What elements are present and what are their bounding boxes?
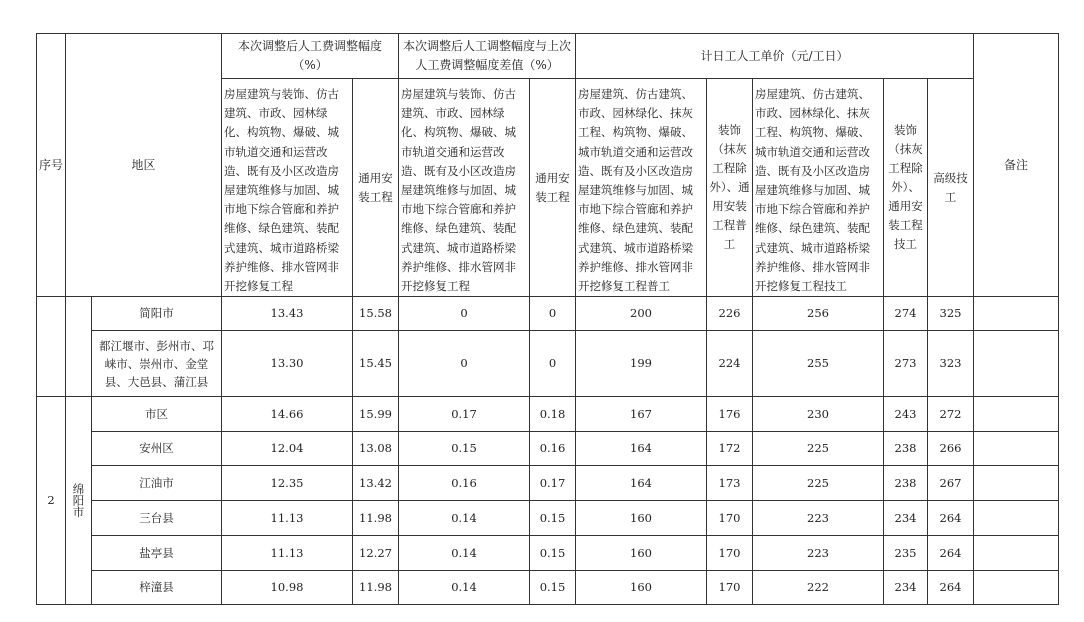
- value-cell: 272: [928, 397, 974, 432]
- value-cell: 13.08: [353, 432, 399, 466]
- value-cell: 164: [576, 466, 707, 501]
- value-cell: 170: [707, 501, 753, 536]
- remark-cell: [974, 536, 1059, 571]
- value-cell: 13.42: [353, 466, 399, 501]
- remark-cell: [974, 397, 1059, 432]
- value-cell: 0: [530, 297, 576, 331]
- remark-header: 备注: [974, 34, 1059, 297]
- value-cell: 0.14: [399, 501, 530, 536]
- value-cell: 323: [928, 331, 974, 397]
- value-cell: 160: [576, 536, 707, 571]
- value-cell: 199: [576, 331, 707, 397]
- city-cell: 绵阳市: [66, 397, 92, 605]
- region-header: 地区: [66, 34, 222, 297]
- seq-cell: [37, 297, 66, 397]
- region-cell: 梓潼县: [92, 571, 222, 605]
- value-cell: 176: [707, 397, 753, 432]
- value-cell: 266: [928, 432, 974, 466]
- value-cell: 224: [707, 331, 753, 397]
- value-cell: 273: [884, 331, 928, 397]
- remark-cell: [974, 297, 1059, 331]
- region-cell: 江油市: [92, 466, 222, 501]
- value-cell: 256: [753, 297, 884, 331]
- value-cell: 0.17: [530, 466, 576, 501]
- value-cell: 0.15: [530, 536, 576, 571]
- value-cell: 170: [707, 571, 753, 605]
- general-install-rate-header: 通用安装工程: [353, 79, 399, 297]
- value-cell: 0: [399, 331, 530, 397]
- value-cell: 225: [753, 432, 884, 466]
- value-cell: 11.98: [353, 501, 399, 536]
- value-cell: 13.43: [222, 297, 353, 331]
- building-decoration-diff-header: 房屋建筑与装饰、仿古建筑、市政、园林绿化、构筑物、爆破、城市轨道交通和运营改造、既有及小区改造房屋建筑维修与加固、城市地下综合管廊和养护维修、绿色建筑、装配式建筑、城市道路桥梁养护维修、排水管网非开挖修复工程: [399, 79, 530, 297]
- value-cell: 0.16: [399, 466, 530, 501]
- building-decoration-rate-header: 房屋建筑与装饰、仿古建筑、市政、园林绿化、构筑物、爆破、城市轨道交通和运营改造、既有及小区改造房屋建筑维修与加固、城市地下综合管廊和养护维修、绿色建筑、装配式建筑、城市道路桥梁养护维修、排水管网非开挖修复工程: [222, 79, 353, 297]
- remark-cell: [974, 432, 1059, 466]
- value-cell: 160: [576, 501, 707, 536]
- value-cell: 160: [576, 571, 707, 605]
- value-cell: 226: [707, 297, 753, 331]
- value-cell: 264: [928, 536, 974, 571]
- value-cell: 225: [753, 466, 884, 501]
- adjustment-rate-header: 本次调整后人工费调整幅度（%）: [222, 34, 399, 79]
- table-row: [37, 297, 1059, 331]
- value-cell: 0.15: [530, 501, 576, 536]
- value-cell: 0: [530, 331, 576, 397]
- value-cell: 12.35: [222, 466, 353, 501]
- value-cell: 15.58: [353, 297, 399, 331]
- value-cell: 264: [928, 501, 974, 536]
- value-cell: 235: [884, 536, 928, 571]
- value-cell: 243: [884, 397, 928, 432]
- value-cell: 11.98: [353, 571, 399, 605]
- value-cell: 222: [753, 571, 884, 605]
- value-cell: 15.45: [353, 331, 399, 397]
- remark-cell: [974, 571, 1059, 605]
- remark-cell: [974, 501, 1059, 536]
- value-cell: 164: [576, 432, 707, 466]
- building-general-worker-header: 房屋建筑、仿古建筑、市政、园林绿化、抹灰工程、构筑物、爆破、城市轨道交通和运营改造、既有及小区改造房屋建筑维修与加固、城市地下综合管廊和养护维修、绿色建筑、装配式建筑、城市道路桥梁养护维修、排水管网非开挖修复工程普工: [576, 79, 707, 297]
- decoration-general-worker-header: 装饰（抹灰工程除外）、通用安装工程普工: [707, 79, 753, 297]
- building-technician-header: 房屋建筑、仿古建筑、市政、园林绿化、抹灰工程、构筑物、爆破、城市轨道交通和运营改造、既有及小区改造房屋建筑维修与加固、城市地下综合管廊和养护维修、绿色建筑、装配式建筑、城市道路桥梁养护维修、排水管网非开挖修复工程技工: [753, 79, 884, 297]
- value-cell: 325: [928, 297, 974, 331]
- adjustment-diff-header: 本次调整后人工调整幅度与上次人工费调整幅度差值（%）: [399, 34, 576, 79]
- value-cell: 234: [884, 501, 928, 536]
- value-cell: 223: [753, 501, 884, 536]
- table-row: [37, 571, 1059, 605]
- remark-cell: [974, 331, 1059, 397]
- value-cell: 0.15: [399, 432, 530, 466]
- table-row: [37, 432, 1059, 466]
- table-row: [37, 331, 1059, 397]
- value-cell: 267: [928, 466, 974, 501]
- value-cell: 12.27: [353, 536, 399, 571]
- value-cell: 173: [707, 466, 753, 501]
- header-row-1: [37, 34, 1059, 79]
- table-row: [37, 466, 1059, 501]
- region-cell: 安州区: [92, 432, 222, 466]
- unit-price-header: 计日工人工单价（元/工日）: [576, 34, 974, 79]
- value-cell: 255: [753, 331, 884, 397]
- value-cell: 0.17: [399, 397, 530, 432]
- value-cell: 13.30: [222, 331, 353, 397]
- seq-header: 序号: [37, 34, 66, 297]
- table-row: [37, 536, 1059, 571]
- table-row: [37, 397, 1059, 432]
- value-cell: 274: [884, 297, 928, 331]
- value-cell: 170: [707, 536, 753, 571]
- value-cell: 167: [576, 397, 707, 432]
- seq-cell: 2: [37, 397, 66, 605]
- value-cell: 223: [753, 536, 884, 571]
- value-cell: 230: [753, 397, 884, 432]
- value-cell: 264: [928, 571, 974, 605]
- value-cell: 15.99: [353, 397, 399, 432]
- value-cell: 0.14: [399, 571, 530, 605]
- value-cell: 238: [884, 432, 928, 466]
- table-row: [37, 501, 1059, 536]
- value-cell: 12.04: [222, 432, 353, 466]
- value-cell: 11.13: [222, 536, 353, 571]
- region-cell: 三台县: [92, 501, 222, 536]
- labor-price-table: [36, 33, 1059, 605]
- general-install-diff-header: 通用安装工程: [530, 79, 576, 297]
- region-cell: 盐亭县: [92, 536, 222, 571]
- remark-cell: [974, 466, 1059, 501]
- value-cell: 0.15: [530, 571, 576, 605]
- value-cell: 14.66: [222, 397, 353, 432]
- value-cell: 0.14: [399, 536, 530, 571]
- value-cell: 10.98: [222, 571, 353, 605]
- senior-technician-header: 高级技工: [928, 79, 974, 297]
- value-cell: 238: [884, 466, 928, 501]
- value-cell: 234: [884, 571, 928, 605]
- value-cell: 200: [576, 297, 707, 331]
- value-cell: 0.16: [530, 432, 576, 466]
- city-cell: [66, 297, 92, 397]
- region-cell: 都江堰市、彭州市、邛崃市、崇州市、金堂县、大邑县、蒲江县: [92, 331, 222, 397]
- value-cell: 0: [399, 297, 530, 331]
- decoration-technician-header: 装饰（抹灰工程除外）、通用安装工程技工: [884, 79, 928, 297]
- value-cell: 0.18: [530, 397, 576, 432]
- region-cell: 市区: [92, 397, 222, 432]
- region-cell: 简阳市: [92, 297, 222, 331]
- value-cell: 11.13: [222, 501, 353, 536]
- value-cell: 172: [707, 432, 753, 466]
